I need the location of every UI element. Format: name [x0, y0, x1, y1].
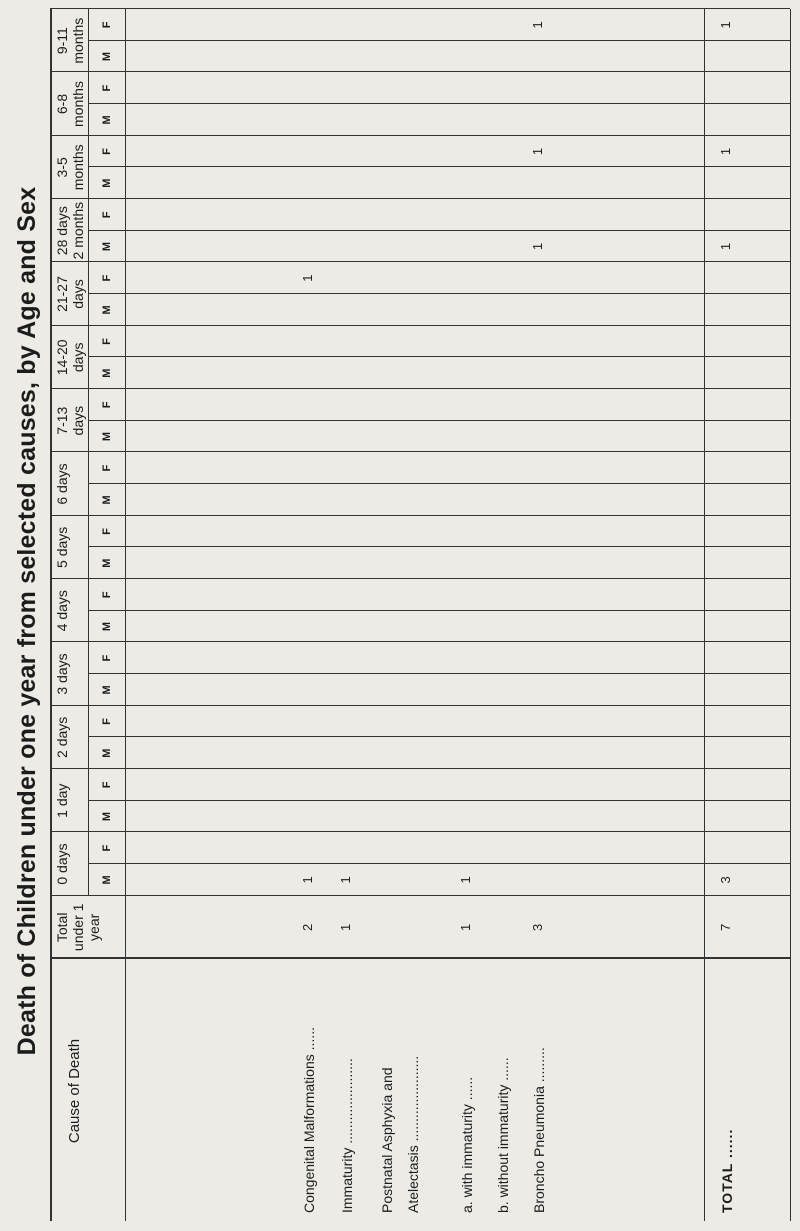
- sex-label-m: M: [101, 115, 113, 125]
- column-header-d7_13: 7-13 days: [54, 405, 86, 436]
- table-top-rule: [50, 9, 52, 1221]
- sex-split-rule: [88, 769, 89, 832]
- sex-label-m: M: [101, 431, 113, 442]
- total-row-label: TOTAL ......: [719, 1128, 735, 1213]
- sex-divider: [88, 863, 790, 864]
- column-header-d6: 6 days: [54, 463, 70, 505]
- sex-label-m: M: [101, 558, 113, 568]
- sex-divider: [88, 800, 790, 801]
- sex-label-f: F: [101, 591, 113, 599]
- sex-label-m: M: [101, 811, 113, 822]
- cell-m9_11-f: 1: [530, 21, 545, 29]
- column-divider: [50, 895, 790, 896]
- header-bottom-rule: [125, 9, 126, 1221]
- column-header-m6_8: 6-8 months: [54, 81, 86, 127]
- sex-label-f: F: [101, 781, 113, 789]
- column-header-m9_11: 9-11 months: [54, 17, 86, 64]
- sex-divider: [88, 610, 790, 611]
- column-divider: [50, 261, 790, 262]
- sex-label-f: F: [101, 528, 113, 535]
- sex-label-m: M: [101, 305, 113, 315]
- sex-divider: [88, 420, 790, 421]
- sex-split-rule: [88, 832, 89, 895]
- sex-label-m: M: [101, 748, 113, 758]
- sex-label-f: F: [101, 21, 113, 29]
- cell-total: 3: [530, 923, 545, 931]
- cell-d0-m: 1: [458, 876, 473, 884]
- column-header-m3_5: 3-5 months: [54, 144, 86, 191]
- cell-d0-m: 1: [300, 876, 315, 884]
- cause-label: Postnatal Asphyxia and: [379, 1067, 395, 1213]
- column-divider: [50, 451, 790, 452]
- sex-divider: [88, 103, 790, 104]
- cause-label: Atelectasis ......................: [405, 1055, 421, 1213]
- sex-label-m: M: [101, 178, 113, 188]
- column-header-d3: 3 days: [54, 653, 70, 695]
- column-divider: [50, 135, 790, 136]
- cell-d0-m: 3: [718, 876, 733, 884]
- cause-of-death-header: Cause of Death: [66, 1038, 83, 1144]
- sex-split-rule: [88, 262, 89, 325]
- sex-label-f: F: [101, 211, 113, 219]
- sex-label-f: F: [101, 464, 113, 472]
- sex-label-m: M: [101, 875, 113, 885]
- column-header-d2: 2 days: [54, 716, 70, 758]
- sex-label-m: M: [101, 685, 113, 695]
- sex-label-f: F: [101, 274, 113, 282]
- cell-m9_11-f: 1: [718, 21, 733, 29]
- cell-d21_27-f: 1: [300, 274, 315, 282]
- cell-m3_5-f: 1: [530, 147, 545, 156]
- sex-label-m: M: [101, 621, 113, 632]
- column-divider: [50, 578, 790, 579]
- cell-total: 1: [458, 923, 473, 931]
- sex-label-m: M: [101, 368, 113, 378]
- cause-label: Immaturity ......................: [339, 1058, 355, 1213]
- cell-m3_5-f: 1: [718, 147, 733, 156]
- sex-label-m: M: [101, 51, 113, 62]
- cause-label: Congenital Malformations ......: [301, 1027, 317, 1213]
- column-divider: [50, 641, 790, 642]
- total-row-rule: [704, 9, 705, 1221]
- column-divider: [50, 515, 790, 516]
- sex-label-m: M: [101, 241, 113, 252]
- cell-d0-m: 1: [338, 876, 353, 884]
- cause-column-divider: [50, 957, 790, 959]
- sex-label-f: F: [101, 844, 113, 852]
- sex-split-rule: [88, 452, 89, 515]
- sex-label-f: F: [101, 84, 113, 92]
- column-header-d4: 4 days: [54, 590, 70, 632]
- sex-divider: [88, 293, 790, 294]
- column-divider: [50, 388, 790, 389]
- sex-label-f: F: [101, 401, 113, 409]
- sex-split-rule: [88, 579, 89, 642]
- sex-label-f: F: [101, 718, 113, 725]
- sex-split-rule: [88, 9, 89, 72]
- column-divider: [50, 198, 790, 199]
- sex-split-rule: [88, 389, 89, 452]
- column-divider: [50, 71, 790, 72]
- sex-divider: [88, 40, 790, 41]
- cell-total: 7: [718, 923, 733, 931]
- sex-divider: [88, 483, 790, 484]
- cell-total: 2: [300, 923, 315, 931]
- column-divider: [50, 831, 790, 832]
- column-divider: [50, 768, 790, 769]
- sex-divider: [88, 166, 790, 167]
- sex-label-f: F: [101, 338, 113, 345]
- cell-total: 1: [338, 923, 353, 931]
- cause-label: Broncho Pneumonia .........: [531, 1047, 547, 1213]
- column-header-d21_27: 21-27 days: [54, 276, 86, 312]
- sex-divider: [88, 546, 790, 547]
- sex-divider: [88, 673, 790, 674]
- sex-divider: [88, 736, 790, 737]
- cell-d28_2m-m: 1: [718, 242, 733, 251]
- page-title: Death of Children under one year from selected causes, by Age and Sex: [13, 186, 41, 1056]
- column-header-d1: 1 day: [54, 783, 70, 818]
- table-bottom-rule: [790, 9, 791, 1221]
- column-divider: [50, 325, 790, 326]
- table-right-edge: [50, 8, 790, 9]
- column-header-total: Total under 1 year: [54, 903, 102, 952]
- sex-divider: [88, 230, 790, 231]
- column-divider: [50, 705, 790, 706]
- sex-label-f: F: [101, 654, 113, 662]
- cause-label: b. without immaturity ......: [495, 1057, 511, 1213]
- sex-split-rule: [88, 72, 89, 135]
- sex-label-f: F: [101, 148, 113, 155]
- cell-d28_2m-m: 1: [530, 242, 545, 251]
- column-header-d0: 0 days: [54, 843, 70, 885]
- sex-label-m: M: [101, 495, 113, 505]
- column-header-d5: 5 days: [54, 526, 70, 568]
- column-header-d14_20: 14-20 days: [54, 339, 86, 376]
- cause-label: a. with immaturity ......: [459, 1076, 475, 1213]
- sex-split-rule: [88, 642, 89, 705]
- sex-divider: [88, 356, 790, 357]
- sex-split-rule: [88, 199, 89, 262]
- column-header-d28_2m: 28 days 2 months: [54, 201, 86, 260]
